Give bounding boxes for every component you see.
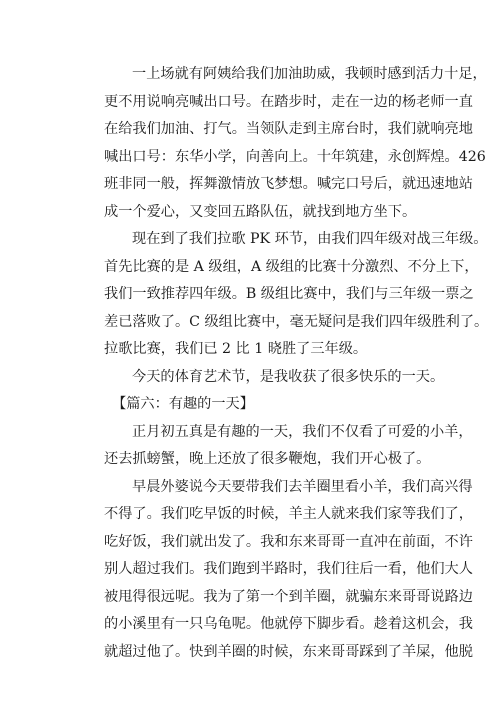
text-line: 成一个爱心，又变回五路队伍，就找到地方坐下。	[104, 203, 417, 220]
text-line: 更不用说响亮喊出口号。在踏步时，走在一边的杨老师一直	[104, 93, 473, 110]
text-line: 正月初五真是有趣的一天，我们不仅看了可爱的小羊，	[132, 423, 473, 440]
text-line: 一上场就有阿姨给我们加油助威，我顿时感到活力十足，	[132, 66, 487, 82]
text-line: 就超过他了。快到羊圈的时候，东来哥哥踩到了羊屎，他脱	[104, 643, 473, 660]
section-heading: 【篇六：有趣的一天】	[112, 396, 254, 412]
text-line: 喊出口号：东华小学，向善向上。十年筑建，永创辉煌。426	[104, 148, 486, 165]
text-line: 我们一致推荐四年级。B 级组比赛中，我们与三年级一票之	[104, 286, 474, 302]
text-line: 班非同一般，挥舞激情放飞梦想。喊完口号后，就迅速地站	[104, 176, 473, 192]
text-line: 还去抓螃蟹，晚上还放了很多鞭炮，我们开心极了。	[104, 451, 431, 467]
text-line: 首先比赛的是 A 级组，A 级组的比赛十分激烈、不分上下，	[104, 258, 479, 275]
text-line: 差已落败了。C 级组比赛中，毫无疑问是我们四年级胜利了。	[104, 313, 489, 330]
text-line: 吃好饭，我们就出发了。我和东来哥哥一直冲在前面，不许	[104, 533, 473, 550]
text-line: 在给我们加油、打气。当领队走到主席台时，我们就响亮地	[104, 121, 473, 137]
text-line: 不得了。我们吃早饭的时候，羊主人就来我们家等我们了，	[104, 506, 473, 522]
text-line: 别人超过我们。我们跑到半路时，我们往后一看，他们大人	[104, 561, 473, 577]
text-line: 现在到了我们拉歌 PK 环节，由我们四年级对战三年级。	[132, 231, 488, 247]
text-line: 今天的体育艺术节，是我收获了很多快乐的一天。	[132, 368, 445, 385]
text-line: 拉歌比赛，我们已 2 比 1 晓胜了三年级。	[104, 341, 368, 357]
document-body	[104, 61, 489, 666]
text-line: 的小溪里有一只乌龟呢。他就停下脚步看。趁着这机会，我	[104, 616, 473, 632]
text-line: 早晨外婆说今天要带我们去羊圈里看小羊，我们高兴得	[132, 478, 473, 495]
text-line: 被甩得很远呢。我为了第一个到羊圈，就骗东来哥哥说路边	[104, 588, 473, 605]
